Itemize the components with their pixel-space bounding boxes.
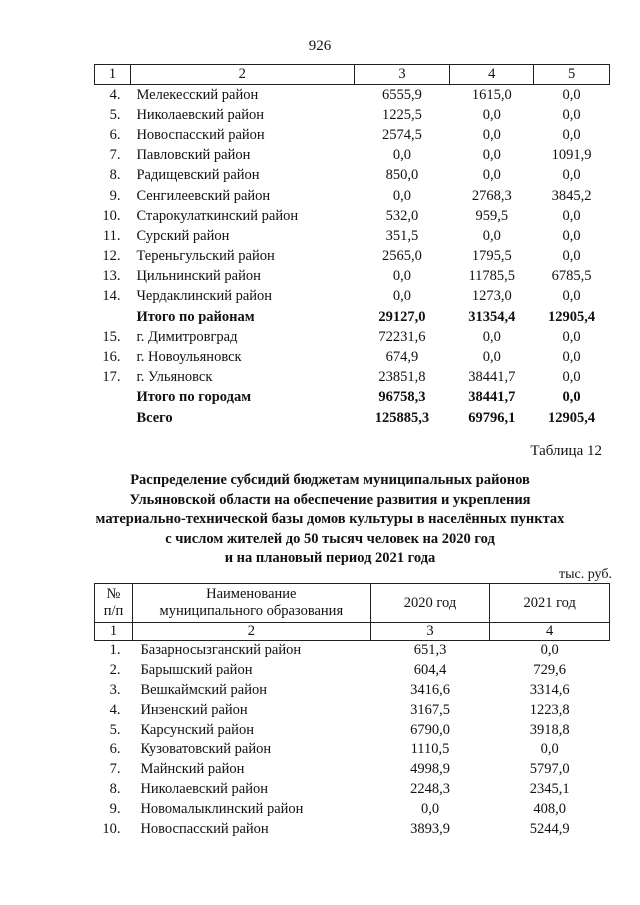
table-row <box>95 368 610 388</box>
row-number: 6. <box>109 126 121 143</box>
table-row <box>95 819 610 839</box>
year-2020-header: 2020 год <box>370 584 490 623</box>
table-row <box>95 125 610 145</box>
name-header-line: Наименование <box>206 586 297 602</box>
row-name: Николаевский район <box>136 106 265 123</box>
value-col5: 0,0 <box>562 126 581 143</box>
value-2021: 0,0 <box>540 741 559 758</box>
table-row <box>95 347 610 367</box>
col-number-1: 1 <box>95 623 133 641</box>
row-number: 9. <box>109 187 121 204</box>
value-col3: 0,0 <box>392 187 412 204</box>
row-number: 8. <box>109 780 121 797</box>
value-2020: 0,0 <box>420 800 440 817</box>
table-row <box>95 720 610 740</box>
value-col4: 0,0 <box>482 349 501 366</box>
row-name: Итого по городам <box>136 389 252 406</box>
row-number: 15. <box>102 328 121 345</box>
table-row <box>95 226 610 246</box>
value-col3: 532,0 <box>385 207 419 224</box>
value-col3: 2574,5 <box>382 126 422 143</box>
value-col4: 1795,5 <box>471 248 512 265</box>
value-col4: 38441,7 <box>468 389 516 406</box>
column-number-row <box>95 65 610 85</box>
table-row <box>95 799 610 819</box>
table-row <box>95 85 610 106</box>
value-col5: 0,0 <box>562 248 581 265</box>
value-col4: 0,0 <box>482 227 501 244</box>
col-number-2: 2 <box>130 65 354 85</box>
value-col5: 0,0 <box>562 349 581 366</box>
row-number: 10. <box>102 820 121 837</box>
table-title <box>60 471 600 569</box>
col-number-2: 2 <box>132 623 370 641</box>
table-total-row <box>95 307 610 327</box>
row-number <box>95 307 131 327</box>
value-col5: 12905,4 <box>548 409 596 426</box>
col-number-1: 1 <box>95 65 131 85</box>
subsidy-table-12 <box>94 583 610 839</box>
value-col3: 23851,8 <box>378 369 426 386</box>
row-name: Кузоватовский район <box>140 741 272 758</box>
table-row <box>95 700 610 720</box>
value-2021: 3314,6 <box>529 681 570 698</box>
value-2020: 604,4 <box>413 662 447 679</box>
table-row <box>95 287 610 307</box>
row-name: Барышский район <box>140 662 253 679</box>
row-number: 14. <box>102 288 121 305</box>
table-row <box>95 641 610 661</box>
value-col3: 674,9 <box>385 349 419 366</box>
name-header-line: муниципального образования <box>159 603 344 619</box>
value-col5: 0,0 <box>562 207 581 224</box>
col-number-3: 3 <box>354 65 450 85</box>
table-row <box>95 267 610 287</box>
value-2020: 6790,0 <box>410 721 450 738</box>
row-number <box>95 388 131 408</box>
table-row <box>95 166 610 186</box>
value-col3: 72231,6 <box>378 328 426 345</box>
row-number: 2. <box>109 662 121 679</box>
value-col5: 0,0 <box>562 106 581 123</box>
col-number-5: 5 <box>534 65 610 85</box>
name-header <box>132 584 370 623</box>
table-row <box>95 247 610 267</box>
value-col4: 2768,3 <box>471 187 512 204</box>
row-name: Радищевский район <box>136 167 260 184</box>
row-name: г. Новоульяновск <box>136 349 242 366</box>
row-name: Инзенский район <box>140 701 248 718</box>
row-number: 10. <box>102 207 121 224</box>
header-row <box>95 584 610 623</box>
title-line: с числом жителей до 50 тысяч человек на 2020 год <box>165 530 495 547</box>
value-2021: 5797,0 <box>529 761 570 778</box>
value-col3: 2565,0 <box>382 248 422 265</box>
row-name: Всего <box>136 409 173 426</box>
value-2021: 0,0 <box>540 642 559 659</box>
row-name: г. Димитровград <box>136 328 238 345</box>
value-col4: 69796,1 <box>468 409 516 426</box>
row-name: Сенгилеевский район <box>136 187 271 204</box>
row-name: Итого по районам <box>136 308 255 325</box>
value-2020: 3416,6 <box>410 681 450 698</box>
value-col4: 0,0 <box>482 167 501 184</box>
title-line: и на плановый период 2021 года <box>224 550 436 566</box>
row-number: 7. <box>109 761 121 778</box>
row-number: 6. <box>109 741 121 758</box>
value-col4: 0,0 <box>482 328 501 345</box>
table-label: Таблица 12 <box>530 443 602 459</box>
table-row <box>95 661 610 681</box>
row-name: Сурский район <box>136 227 230 244</box>
value-2021: 408,0 <box>533 800 566 817</box>
table-row <box>95 105 610 125</box>
row-number: 5. <box>109 106 121 123</box>
row-number: 3. <box>109 681 121 698</box>
value-col4: 0,0 <box>482 126 501 143</box>
row-name: Цильнинский район <box>136 268 261 285</box>
value-col5: 0,0 <box>562 389 581 406</box>
value-col4: 38441,7 <box>468 369 516 386</box>
col-number-4: 4 <box>490 623 610 641</box>
row-number: 7. <box>109 147 121 164</box>
value-col4: 1615,0 <box>471 86 512 103</box>
value-col5: 3845,2 <box>551 187 592 204</box>
value-col4: 11785,5 <box>468 268 516 285</box>
row-name: Новомалыклинский район <box>140 800 304 817</box>
value-col4: 1273,0 <box>471 288 512 305</box>
value-col3: 29127,0 <box>378 308 426 325</box>
value-2021: 729,6 <box>533 662 566 679</box>
value-2021: 3918,8 <box>529 721 570 738</box>
title-line: Распределение субсидий бюджетам муниципальных районов <box>130 472 530 488</box>
row-name: Карсунский район <box>140 721 254 738</box>
table-row <box>95 681 610 701</box>
value-2021: 2345,1 <box>529 780 570 797</box>
row-name: Тереньгульский район <box>136 248 275 265</box>
value-2020: 3893,9 <box>410 820 450 837</box>
row-number <box>95 408 131 428</box>
table-row <box>95 186 610 206</box>
value-2020: 4998,9 <box>410 761 450 778</box>
row-name: Мелекесский район <box>136 86 259 103</box>
value-col5: 0,0 <box>562 328 581 345</box>
row-name: Старокулаткинский район <box>136 207 299 224</box>
table-row <box>95 760 610 780</box>
column-number-row <box>95 623 610 641</box>
value-col5: 6785,5 <box>551 268 592 285</box>
row-number: 8. <box>109 167 121 184</box>
value-col3: 850,0 <box>385 167 419 184</box>
value-col3: 351,5 <box>385 227 419 244</box>
value-col5: 0,0 <box>562 227 581 244</box>
row-number: 13. <box>102 268 121 285</box>
col-number-3: 3 <box>370 623 490 641</box>
num-header-line: п/п <box>103 603 124 619</box>
row-name: г. Ульяновск <box>136 369 213 386</box>
value-col5: 0,0 <box>562 167 581 184</box>
value-2021: 5244,9 <box>529 820 570 837</box>
value-col3: 0,0 <box>392 268 412 285</box>
row-number: 12. <box>102 248 121 265</box>
value-col3: 6555,9 <box>382 86 422 103</box>
row-name: Новоспасский район <box>140 820 269 837</box>
title-line: материально-технической базы домов культуры в населённых пунктах <box>95 511 565 527</box>
value-2020: 2248,3 <box>410 780 450 797</box>
row-number: 4. <box>109 701 121 718</box>
table-row <box>95 146 610 166</box>
table-row <box>95 327 610 347</box>
row-name: Вешкаймский район <box>140 681 268 698</box>
row-number: 5. <box>109 721 121 738</box>
value-col3: 0,0 <box>392 288 412 305</box>
subsidy-table-continued <box>94 64 610 428</box>
table-row <box>95 740 610 760</box>
value-col5: 1091,9 <box>551 147 592 164</box>
row-number: 16. <box>102 349 121 366</box>
row-name: Базарносызганский район <box>140 642 302 659</box>
year-2021-header: 2021 год <box>490 584 610 623</box>
page-number: 926 <box>308 38 332 54</box>
table-total-row <box>95 408 610 428</box>
value-col4: 0,0 <box>482 106 501 123</box>
row-name: Николаевский район <box>140 780 269 797</box>
num-header-line: № <box>106 586 121 602</box>
row-number: 9. <box>109 800 121 817</box>
col-number-4: 4 <box>450 65 534 85</box>
row-number: 11. <box>102 227 121 244</box>
row-name: Майнский район <box>140 761 245 778</box>
value-col5: 12905,4 <box>548 308 596 325</box>
value-col3: 0,0 <box>392 147 412 164</box>
value-col5: 0,0 <box>562 86 581 103</box>
row-name: Новоспасский район <box>136 126 265 143</box>
table-total-row <box>95 388 610 408</box>
row-name: Павловский район <box>136 147 251 164</box>
value-col4: 31354,4 <box>468 308 516 325</box>
value-col4: 959,5 <box>475 207 509 224</box>
value-2020: 3167,5 <box>410 701 450 718</box>
row-number: 4. <box>109 86 121 103</box>
value-col4: 0,0 <box>482 147 501 164</box>
units-label: тыс. руб. <box>559 567 612 582</box>
value-col3: 96758,3 <box>378 389 426 406</box>
value-col5: 0,0 <box>562 369 581 386</box>
title-line: Ульяновской области на обеспечение развития и укрепления <box>129 491 531 508</box>
table-row <box>95 206 610 226</box>
row-name: Чердаклинский район <box>136 288 273 305</box>
row-number: 1. <box>109 642 121 659</box>
num-header <box>95 584 133 623</box>
value-col3: 1225,5 <box>382 106 422 123</box>
value-2020: 651,3 <box>413 642 447 659</box>
row-number: 17. <box>102 369 121 386</box>
value-col3: 125885,3 <box>374 409 430 426</box>
value-2020: 1110,5 <box>410 741 450 758</box>
table-row <box>95 780 610 800</box>
value-col5: 0,0 <box>562 288 581 305</box>
value-2021: 1223,8 <box>529 701 570 718</box>
